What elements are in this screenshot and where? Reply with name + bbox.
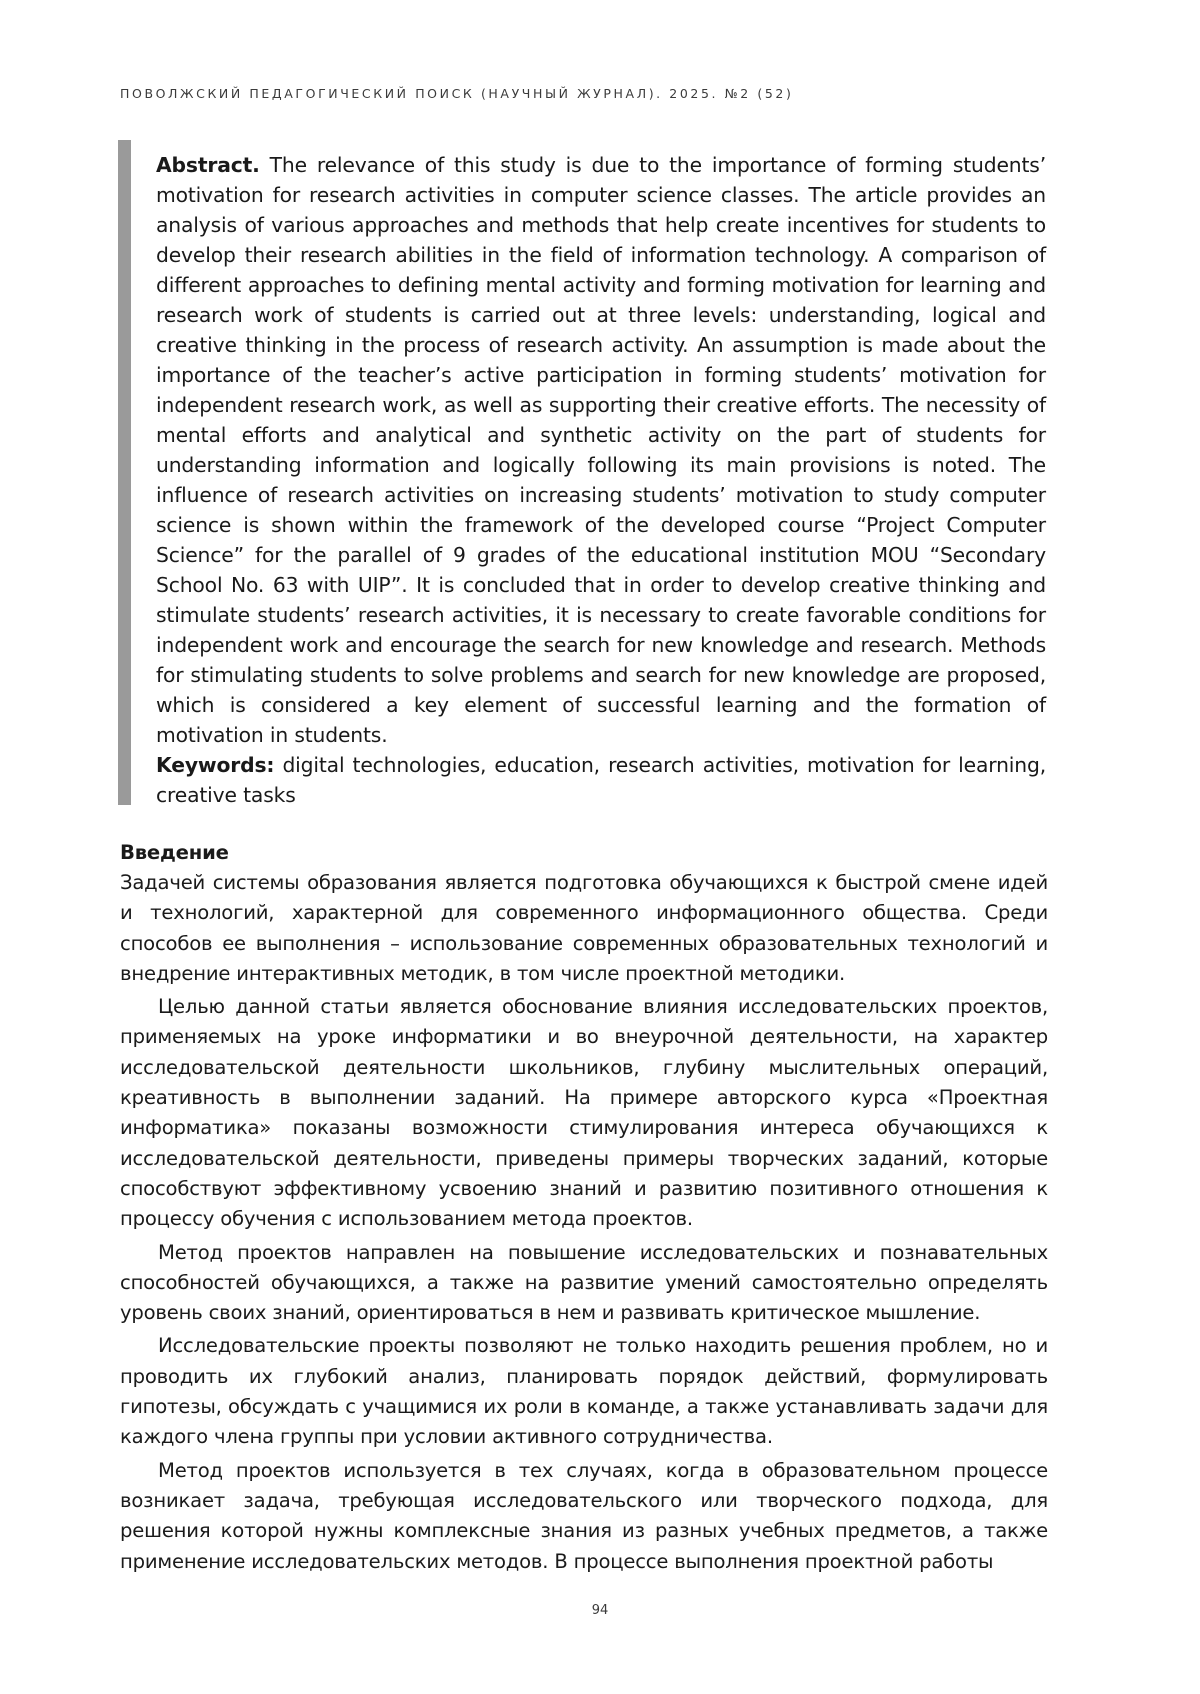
page-number: 94 bbox=[591, 1603, 609, 1618]
article-body bbox=[120, 838, 1048, 1580]
abstract-text bbox=[156, 150, 1046, 810]
keywords-paragraph bbox=[156, 750, 1046, 810]
body-paragraph: Задачей системы образования является подготовка обучающихся к быстрой смене идей и технологий, характерной для современного информационного общества. Среди способов ее выполнения – использование современных образовательных технологий и внедрение интерактивных методик, в том числе проектной методики. bbox=[120, 871, 1048, 985]
running-head: ПОВОЛЖСКИЙ ПЕДАГОГИЧЕСКИЙ ПОИСК (НАУЧНЫЙ ЖУРНАЛ). 2025. №2 (52) bbox=[120, 86, 794, 101]
abstract-body: The relevance of this study is due to the importance of forming students’ motivation for research activities in computer science classes. The article provides an analysis of various approaches and methods that help create incentives for students to develop their research abilities in the field of information technology. A comparison of different approaches to defining mental activity and forming motivation for learning and research work of students is carried out at three levels: understanding, logical and creative thinking in the process of research activity. An assumption is made about the importance of the teacher’s active participation in forming students’ motivation for independent research work, as well as supporting their creative efforts. The necessity of mental efforts and analytical and synthetic activity on the part of students for understanding information and logically following its main provisions is noted. The influence of research activities on increasing students’ motivation to study computer science is shown within the framework of the developed course “Project Computer Science” for the parallel of 9 grades of the educational institution MOU “Secondary School No. 63 with UIP”. It is concluded that in order to develop creative thinking and stimulate students’ research activities, it is necessary to create favorable conditions for independent work and encourage the search for new knowledge and research. Methods for stimulating students to solve problems and search for new knowledge are proposed, which is considered a key element of successful learning and the formation of motivation in students. bbox=[156, 153, 1047, 747]
body-paragraph: Целью данной статьи является обоснование влияния исследовательских проектов, применяемых на уроке информатики и во внеурочной деятельности, на характер исследовательской деятельности школьников, глубину мыслительных операций, креативность в выполнении заданий. На примере авторского курса «Проектная информатика» показаны возможности стимулирования интереса обучающихся к исследовательской деятельности, приведены примеры творческих заданий, которые способствуют эффективному усвоению знаний и развитию позитивного отношения к процессу обучения с использованием метода проектов. bbox=[120, 995, 1048, 1231]
keywords-list: digital technologies, education, research activities, motivation for learning, creative tasks bbox=[156, 753, 1046, 807]
keywords-label: Keywords: bbox=[156, 753, 275, 777]
section-heading: Введение bbox=[120, 841, 229, 864]
abstract-block bbox=[118, 140, 1048, 805]
abstract-sidebar-rule bbox=[118, 140, 131, 805]
abstract-paragraph bbox=[156, 150, 1046, 750]
body-paragraph: Исследовательские проекты позволяют не только находить решения проблем, но и проводить их глубокий анализ, планировать порядок действий, формулировать гипотезы, обсуждать с учащимися их роли в команде, а также устанавливать задачи для каждого члена группы при условии активного сотрудничества. bbox=[120, 1334, 1048, 1449]
body-paragraph: Метод проектов используется в тех случаях, когда в образовательном процессе возникает задача, требующая исследовательского или творческого подхода, для решения которой нужны комплексные знания из разных учебных предметов, а также применение исследовательских методов. В процессе выполнения проектной работы bbox=[120, 1458, 1048, 1573]
body-paragraph: Метод проектов направлен на повышение исследовательских и познавательных способностей обучающихся, а также на развитие умений самостоятельно определять уровень своих знаний, ориентироваться в нем и развивать критическое мышление. bbox=[120, 1240, 1048, 1325]
abstract-label: Abstract. bbox=[156, 153, 260, 177]
